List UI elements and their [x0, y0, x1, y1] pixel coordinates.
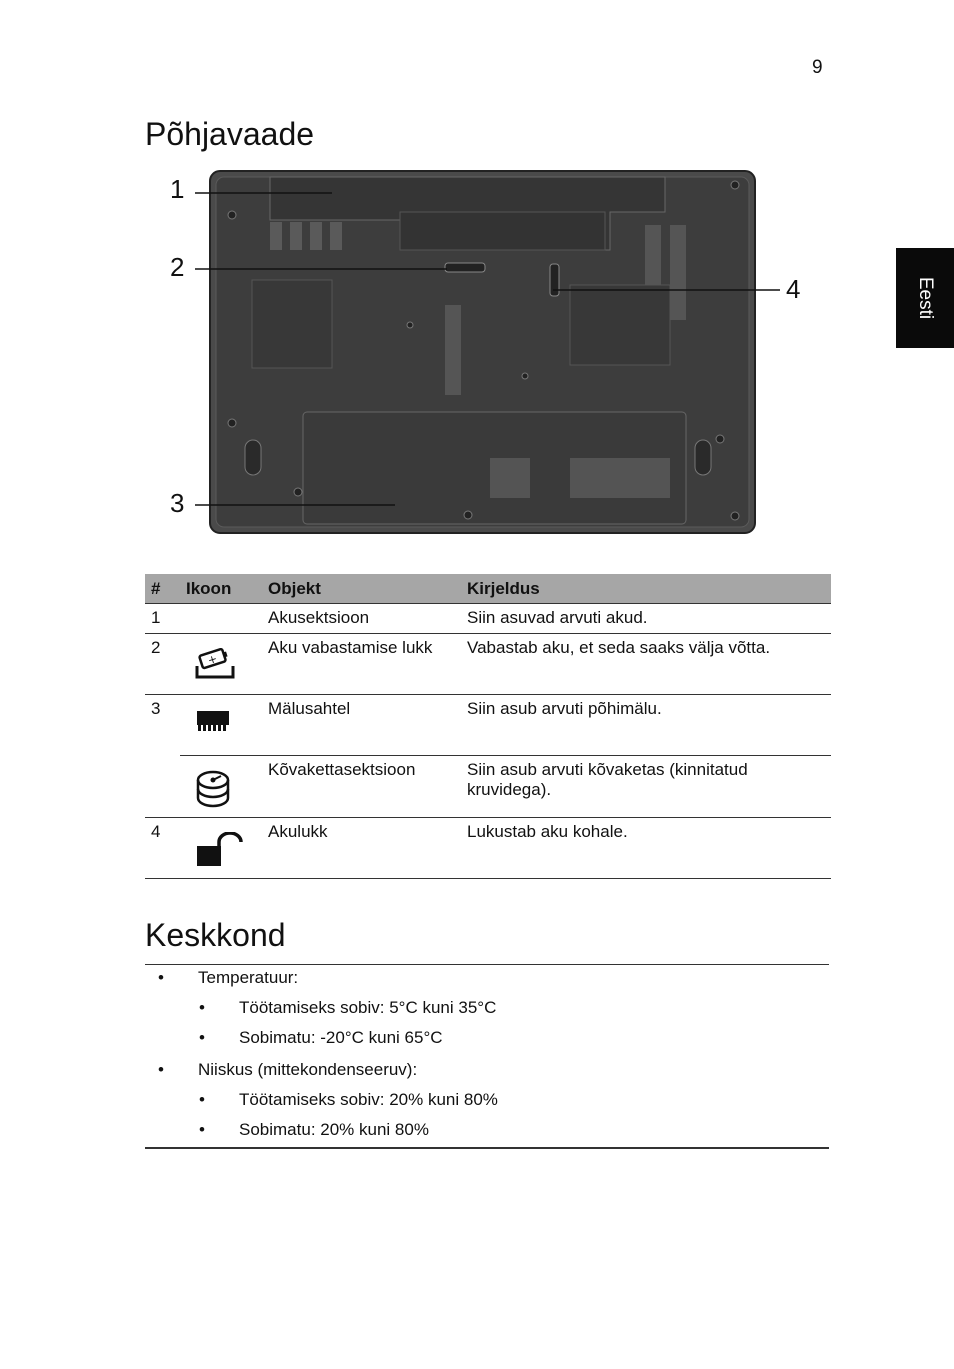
parts-table — [145, 574, 831, 879]
row-num: 3 — [151, 699, 161, 718]
laptop-bottom-drawing — [160, 160, 820, 545]
language-tab-label: Eesti — [915, 276, 936, 320]
row-desc: Siin asub arvuti kõvaketas (kinnitatud kruvidega). — [461, 756, 831, 818]
header-item: Objekt — [262, 574, 461, 604]
row-desc: Siin asub arvuti põhimälu. — [461, 695, 831, 756]
list-item-temp-operating: • Töötamiseks sobiv: 5°C kuni 35°C — [239, 998, 496, 1018]
row-item: Akusektsioon — [262, 604, 461, 634]
callout-1: 1 — [170, 174, 185, 204]
list-item-humidity: • Niiskus (mittekondenseeruv): — [198, 1060, 417, 1080]
table-row — [145, 695, 831, 756]
memory-icon — [195, 709, 231, 733]
callout-3: 3 — [170, 488, 185, 518]
language-tab — [896, 248, 954, 348]
list-item-humidity-non-operating: • Sobimatu: 20% kuni 80% — [239, 1120, 429, 1140]
row-icon-empty — [180, 604, 262, 634]
row-item: Mälusahtel — [262, 695, 461, 756]
header-desc: Kirjeldus — [461, 574, 831, 604]
battery-release-icon — [195, 648, 235, 680]
row-num: 2 — [145, 634, 180, 695]
row-num: 4 — [145, 818, 180, 879]
row-desc: Vabastab aku, et seda saaks välja võtta. — [461, 634, 831, 695]
row-desc: Siin asuvad arvuti akud. — [461, 604, 831, 634]
hard-disk-icon — [195, 770, 231, 808]
list-item-humidity-operating: • Töötamiseks sobiv: 20% kuni 80% — [239, 1090, 498, 1110]
bottom-view-title: Põhjavaade — [145, 116, 315, 152]
environment-specs — [145, 964, 829, 1149]
laptop-bottom-figure — [160, 160, 820, 545]
table-row — [145, 756, 831, 818]
header-icon: Ikoon — [180, 574, 262, 604]
row-item: Akulukk — [262, 818, 461, 879]
page-number: 9 — [812, 57, 823, 78]
lock-icon — [195, 832, 245, 868]
table-header-row — [145, 574, 831, 604]
environment-title: Keskkond — [145, 917, 286, 953]
list-item-temp-non-operating: • Sobimatu: -20°C kuni 65°C — [239, 1028, 443, 1048]
list-item-temperature: • Temperatuur: — [198, 968, 298, 988]
table-row — [145, 818, 831, 879]
svg-text:+: + — [206, 652, 219, 668]
table-row — [145, 604, 831, 634]
row-num — [145, 756, 180, 818]
callout-2: 2 — [170, 252, 185, 282]
row-num: 1 — [145, 604, 180, 634]
row-item: Kõvakettasektsioon — [262, 756, 461, 818]
row-item: Aku vabastamise lukk — [262, 634, 461, 695]
callout-4: 4 — [786, 274, 801, 304]
table-row — [145, 634, 831, 695]
row-desc: Lukustab aku kohale. — [461, 818, 831, 879]
header-num: # — [145, 574, 180, 604]
